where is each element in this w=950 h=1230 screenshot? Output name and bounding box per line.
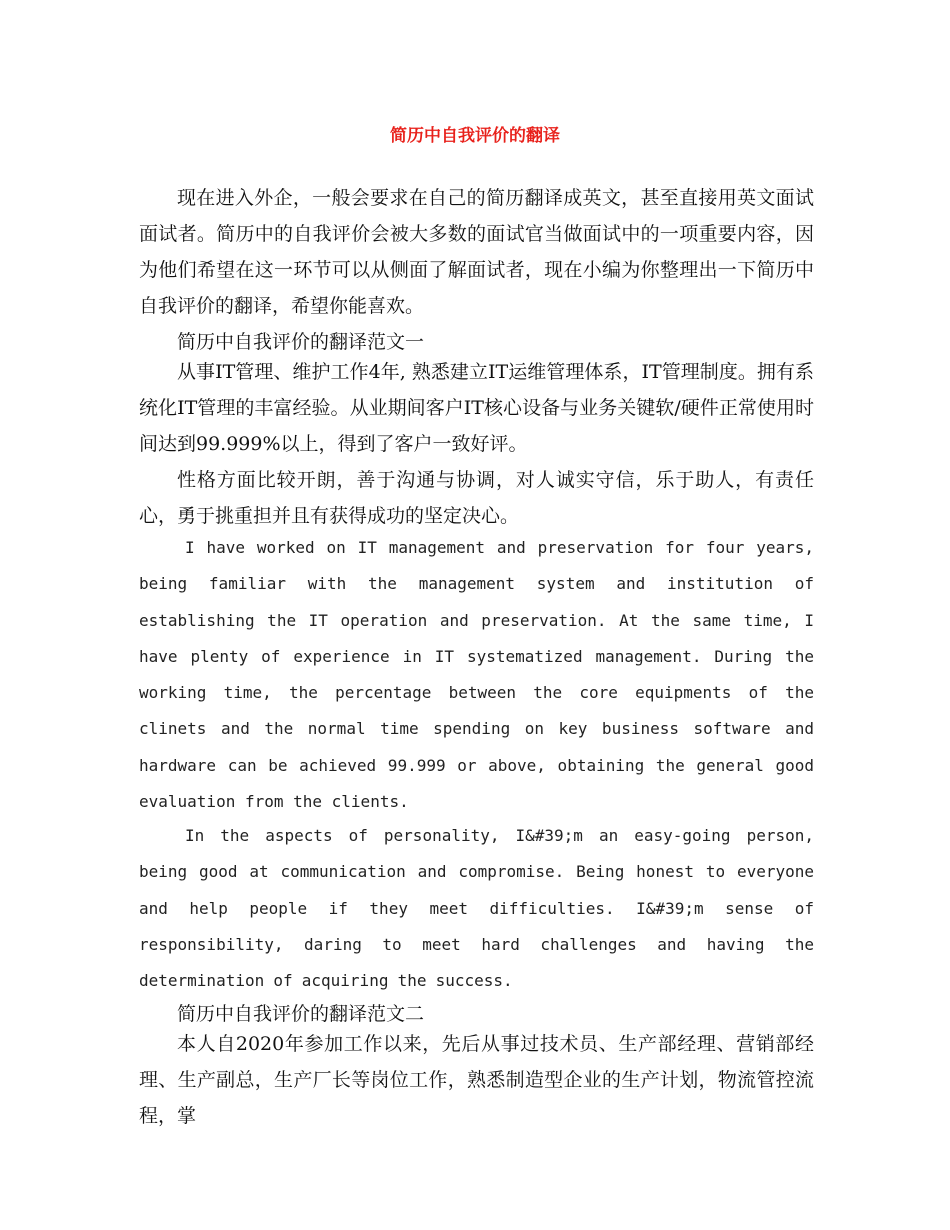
section-heading-2: 简历中自我评价的翻译范文二 xyxy=(177,1003,425,1025)
cn-paragraph-2: 性格方面比较开朗，善于沟通与协调，对人诚实守信，乐于助人，有责任心，勇于挑重担并且有获得成功的坚定决心。 xyxy=(139,469,814,527)
en-paragraph-2: In the aspects of personality, I&#39;m an easy-going person, being good at communication and compromise. Being honest to everyone and help people if they meet difficulties. I&#39;m sense of responsibility, daring to meet hard challenges and having the determination of acquiring the success. xyxy=(139,826,814,991)
cn-paragraph-3: 本人自2020年参加工作以来，先后从事过技术员、生产部经理、营销部经理、生产副总，生产厂长等岗位工作，熟悉制造型企业的生产计划，物流管控流程，掌 xyxy=(139,1033,814,1127)
intro-paragraph: 现在进入外企，一般会要求在自己的简历翻译成英文，甚至直接用英文面试面试者。简历中的自我评价会被大多数的面试官当做面试中的一项重要内容，因为他们希望在这一环节可以从侧面了解面试者，现在小编为你整理出一下简历中自我评价的翻译，希望你能喜欢。 xyxy=(139,187,814,317)
en-paragraph-1: I have worked on IT management and preservation for four years, being familiar with the management system and institution of establishing the IT operation and preservation. At the same time, I have plenty of experience in IT systematized management. During the working time, the percentage between the core equipments of the clinets and the normal time spending on key business software and hardware can be achieved 99.999 or above, obtaining the general good evaluation from the clients. xyxy=(139,538,814,812)
cn-paragraph-1: 从事IT管理、维护工作4年, 熟悉建立IT运维管理体系，IT管理制度。拥有系统化IT管理的丰富经验。从业期间客户IT核心设备与业务关键软/硬件正常使用时间达到99.999%以上，得到了客户一致好评。 xyxy=(139,361,814,455)
document-title: 简历中自我评价的翻译 xyxy=(390,126,560,146)
section-heading-1: 简历中自我评价的翻译范文一 xyxy=(177,331,425,353)
